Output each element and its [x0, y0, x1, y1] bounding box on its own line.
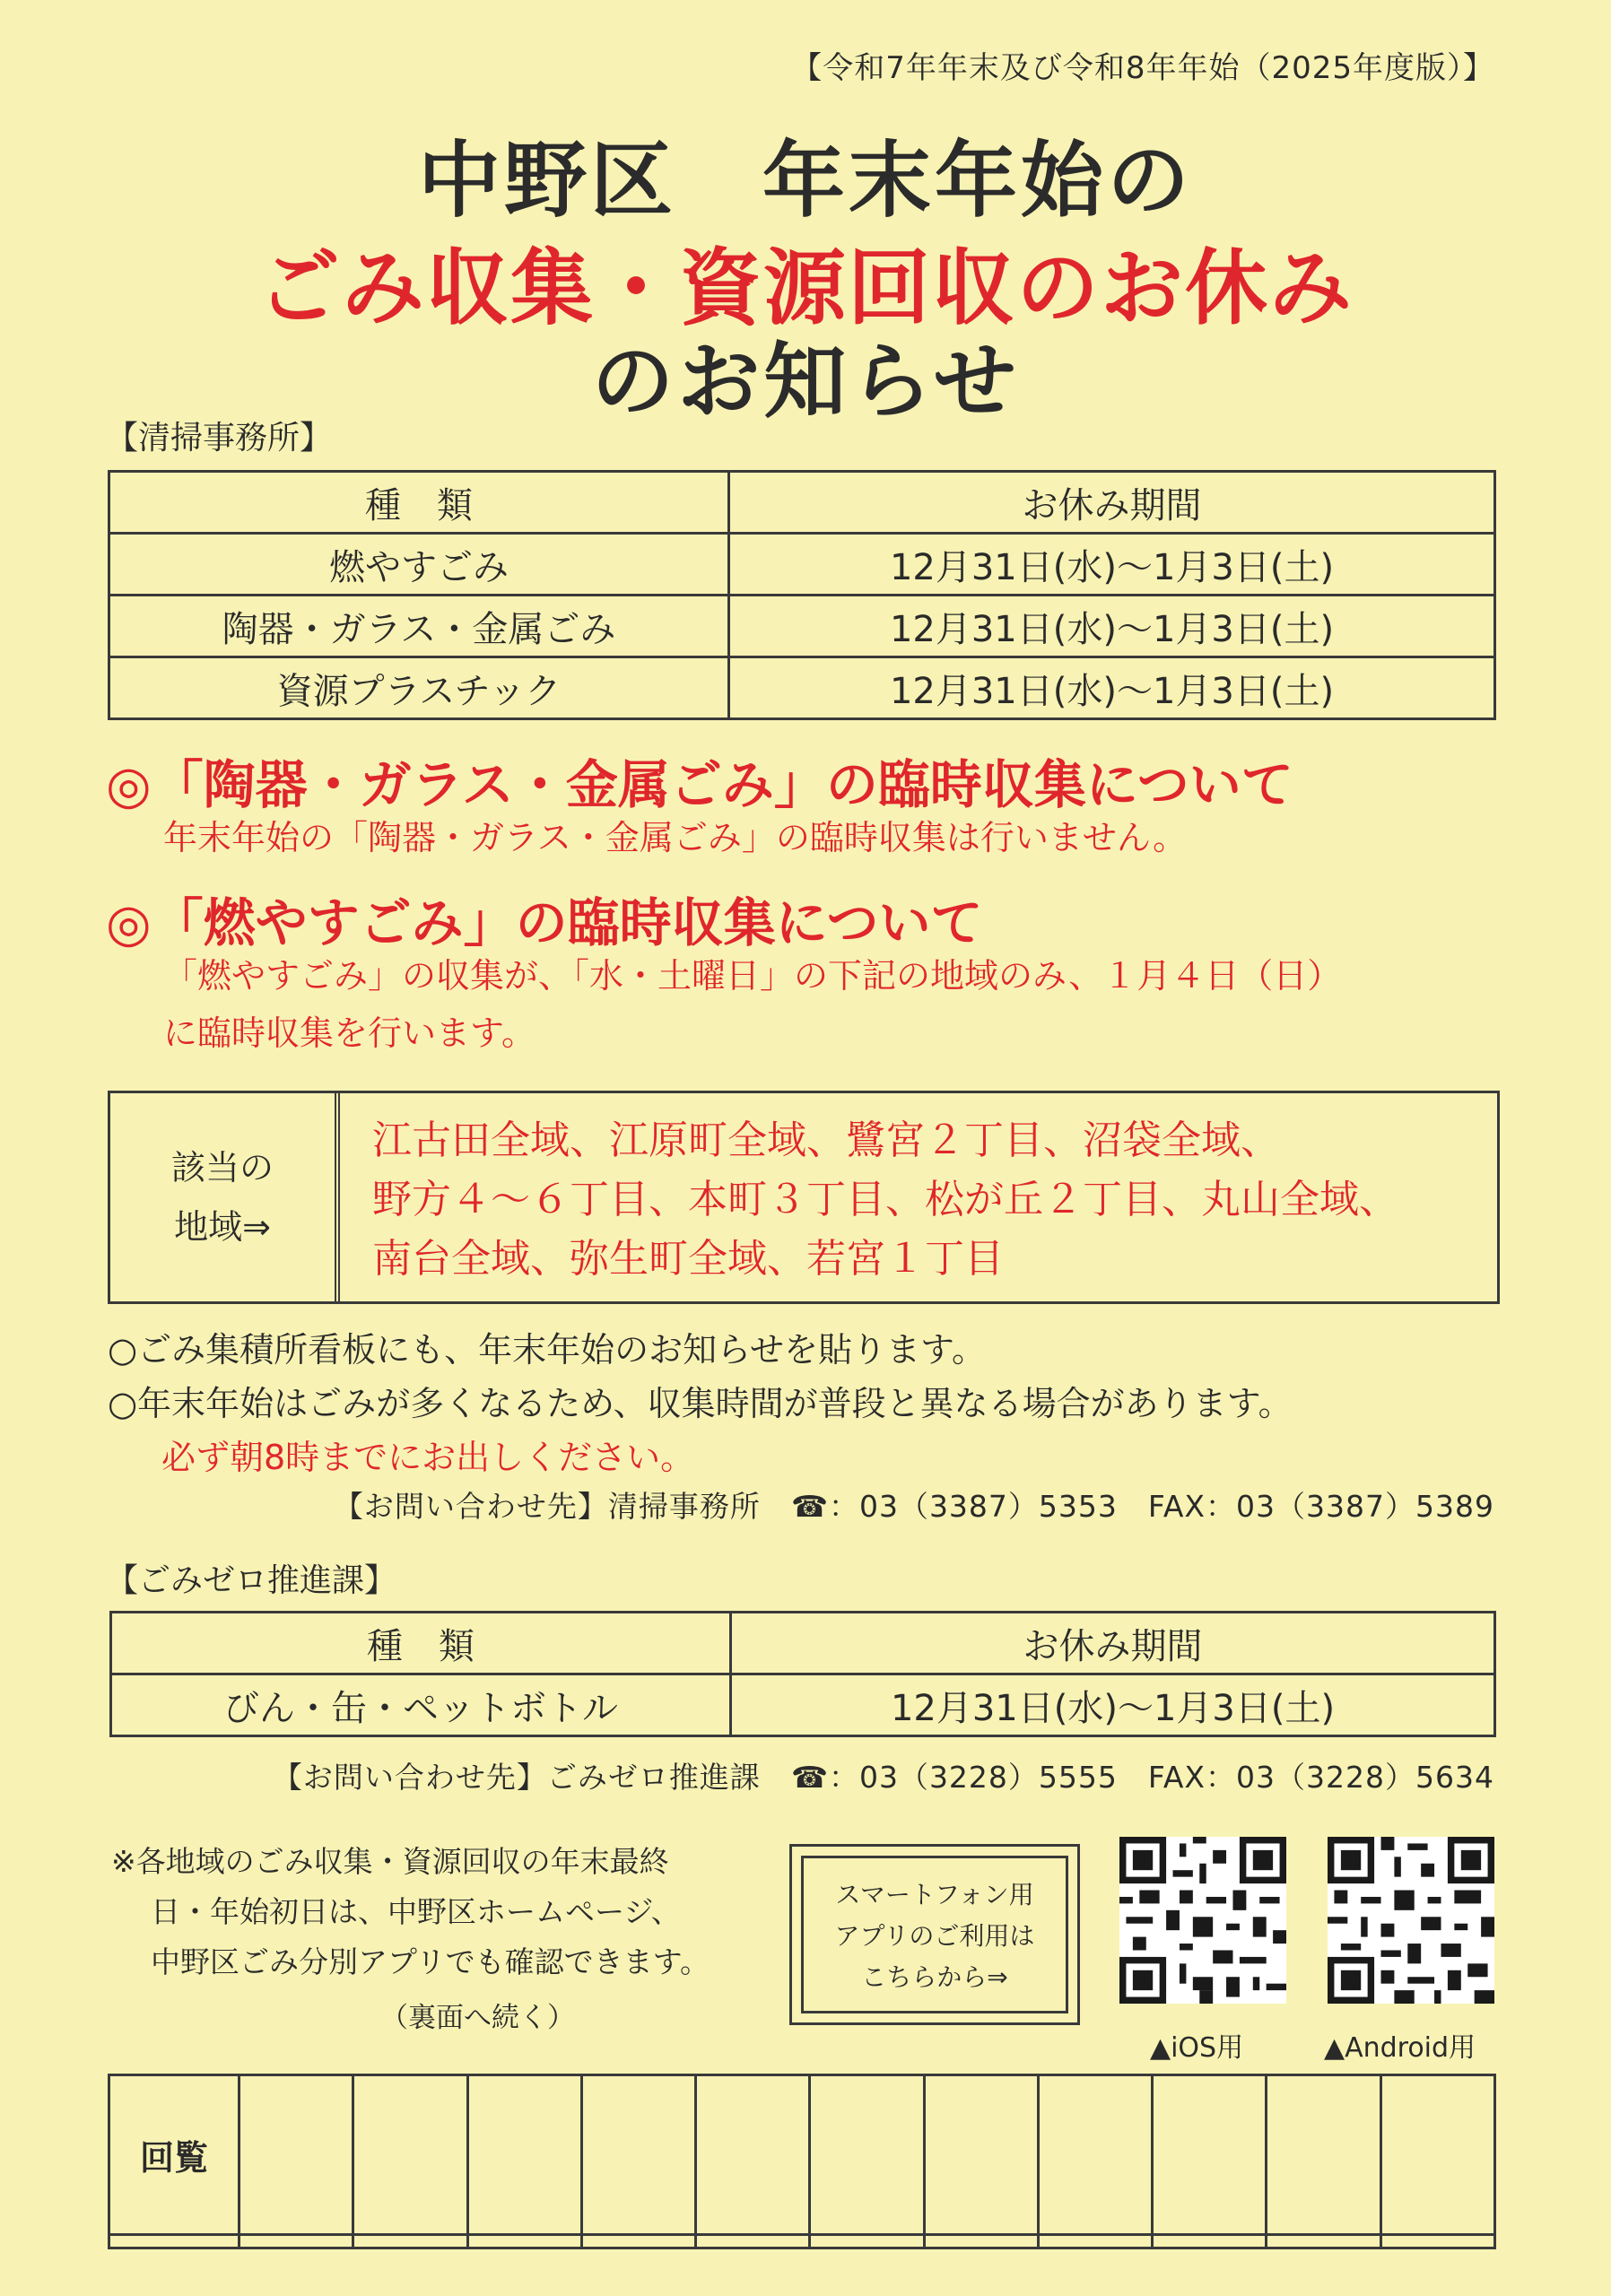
row-period: 12月31日(水)～1月3日(土): [729, 534, 1495, 596]
area-label-line-1: 該当の: [170, 1148, 274, 1187]
table-row: [109, 657, 1495, 719]
app-notice-inner: [801, 1856, 1068, 2013]
circulation-cell[interactable]: [1267, 2075, 1380, 2235]
app-line-1: スマートフォン用: [835, 1880, 1034, 1909]
header-period: お休み期間: [731, 1613, 1495, 1674]
notice2-body-1: 「燃やすごみ」の収集が、「水・土曜日」の下記の地域のみ、１月４日（日）: [163, 956, 1342, 996]
area-line-3: 南台全域、弥生町全域、若宮１丁目: [372, 1236, 1004, 1282]
circulation-cell[interactable]: [353, 2075, 467, 2235]
notice2-body-2: に臨時収集を行います。: [163, 1013, 536, 1053]
circulation-label: 回覧: [109, 2075, 239, 2235]
table-row: [111, 1674, 1495, 1736]
app-line-2: アプリのご利用は: [834, 1921, 1035, 1951]
row-type: びん・缶・ペットボトル: [111, 1674, 731, 1736]
area-list: [372, 1111, 1485, 1289]
row-period: 12月31日(水)～1月3日(土): [731, 1674, 1495, 1736]
edition-label: 【令和7年年末及び令和8年年始（2025年度版）】: [791, 50, 1494, 86]
footer-note-line-2: 日・年始初日は、中野区ホームページ、: [151, 1894, 681, 1929]
ios-qr-code[interactable]: [1119, 1837, 1286, 2004]
circulation-cell[interactable]: [924, 2075, 1038, 2235]
circulation-table: [108, 2074, 1496, 2249]
circulation-cell[interactable]: [924, 2235, 1038, 2248]
area-line-2: 野方４～６丁目、本町３丁目、松が丘２丁目、丸山全域、: [372, 1177, 1398, 1222]
contact-cleaning-office: 【お問い合わせ先】清掃事務所 ☎：03（3387）5353 FAX：03（3387）5389: [333, 1489, 1494, 1524]
circulation-row: [109, 2235, 1495, 2248]
circulation-cell[interactable]: [239, 2075, 353, 2235]
row-type: 燃やすごみ: [109, 534, 729, 596]
notice2-heading: ◎「燃やすごみ」の臨時収集について: [106, 892, 983, 953]
gomizero-table: [109, 1611, 1496, 1737]
footer-note-line-3: 中野区ごみ分別アプリでも確認できます。: [151, 1944, 710, 1979]
circulation-cell[interactable]: [239, 2235, 353, 2248]
row-period: 12月31日(水)～1月3日(土): [729, 596, 1495, 657]
circulation-cell[interactable]: [810, 2235, 924, 2248]
circulation-cell[interactable]: [1380, 2075, 1494, 2235]
footer-note-line-1: ※各地域のごみ収集・資源回収の年末最終: [111, 1844, 669, 1879]
area-label: [110, 1093, 340, 1301]
title-line-2: ごみ収集・資源回収のお休み: [257, 240, 1354, 336]
note-1: ○ごみ集積所看板にも、年末年始のお知らせを貼ります。: [108, 1330, 986, 1370]
contact-gomizero: 【お問い合わせ先】ごみゼロ推進課 ☎：03（3228）5555 FAX：03（3228）5634: [272, 1760, 1494, 1795]
target-area-box: [108, 1091, 1500, 1304]
note-3: 必ず朝8時までにお出しください。: [161, 1438, 695, 1477]
circulation-cell[interactable]: [109, 2235, 239, 2248]
circulation-cell[interactable]: [810, 2075, 924, 2235]
circulation-cell[interactable]: [1038, 2235, 1152, 2248]
circulation-cell[interactable]: [1153, 2075, 1267, 2235]
table-header-row: [109, 472, 1495, 534]
circulation-cell[interactable]: [467, 2075, 581, 2235]
area-label-line-2: 地域⇒: [174, 1207, 271, 1247]
title-line-1: 中野区 年末年始の: [417, 133, 1193, 229]
header-type: 種 類: [111, 1613, 731, 1674]
circulation-cell[interactable]: [1153, 2235, 1267, 2248]
circulation-cell[interactable]: [1038, 2075, 1152, 2235]
row-type: 資源プラスチック: [109, 657, 729, 719]
circulation-row: [109, 2075, 1495, 2235]
android-caption: ▲Android用: [1324, 2032, 1476, 2064]
note-2: ○年末年始はごみが多くなるため、収集時間が普段と異なる場合があります。: [108, 1384, 1293, 1423]
cleaning-office-table: [108, 470, 1496, 720]
circulation-cell[interactable]: [696, 2235, 810, 2248]
app-line-3: こちらから⇒: [861, 1962, 1008, 1992]
table-row: [109, 534, 1495, 596]
area-line-1: 江古田全域、江原町全域、鷺宮２丁目、沼袋全域、: [372, 1118, 1280, 1163]
table-row: [109, 596, 1495, 657]
title-line-3: のお知らせ: [591, 334, 1020, 430]
header-period: お休み期間: [729, 472, 1495, 534]
circulation-cell[interactable]: [696, 2075, 810, 2235]
circulation-cell[interactable]: [581, 2235, 695, 2248]
notice1-body: 年末年始の「陶器・ガラス・金属ごみ」の臨時収集は行いません。: [163, 818, 1188, 857]
table-header-row: [111, 1613, 1495, 1674]
gomizero-label: 【ごみゼロ推進課】: [106, 1562, 397, 1599]
circulation-cell[interactable]: [1380, 2235, 1494, 2248]
circulation-cell[interactable]: [353, 2235, 467, 2248]
cleaning-office-label: 【清掃事務所】: [106, 420, 333, 457]
android-qr-code[interactable]: [1328, 1837, 1494, 2004]
circulation-cell[interactable]: [1267, 2235, 1380, 2248]
footer-note: [111, 1837, 710, 2043]
circulation-cell[interactable]: [581, 2075, 695, 2235]
row-type: 陶器・ガラス・金属ごみ: [109, 596, 729, 657]
continue-note: （裏面へ続く）: [380, 2002, 575, 2034]
circulation-cell[interactable]: [467, 2235, 581, 2248]
row-period: 12月31日(水)～1月3日(土): [729, 657, 1495, 719]
notice1-heading: ◎「陶器・ガラス・金属ごみ」の臨時収集について: [106, 754, 1293, 815]
app-notice-box: [789, 1844, 1080, 2025]
header-type: 種 類: [109, 472, 729, 534]
ios-caption: ▲iOS用: [1150, 2032, 1244, 2064]
